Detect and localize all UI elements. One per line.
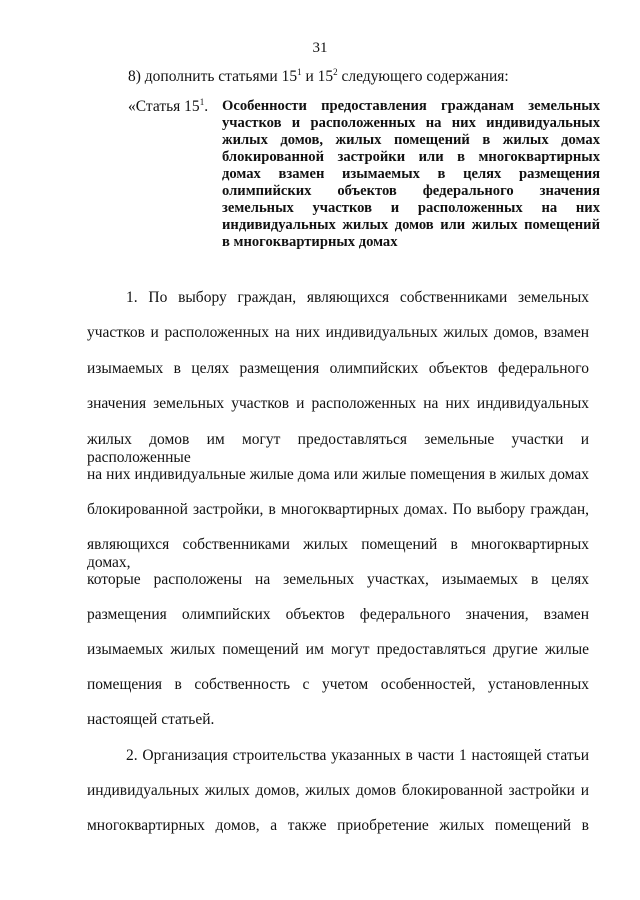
text-line: индивидуальных жилых домов, жилых домов блокированной застройки и (87, 782, 589, 799)
text-line: размещения олимпийских объектов федерального значения, взамен (87, 606, 589, 623)
article-title-line: жилых домов, жилых помещений в жилых домах (222, 132, 600, 148)
article-title-line: олимпийских объектов федерального значения (222, 183, 600, 199)
text-line: изымаемых жилых помещений им могут предоставляться другие жилые (87, 641, 589, 658)
article-label: «Статья $15^1$. (128, 97, 209, 115)
text-line: настоящей статьей. (87, 711, 215, 728)
text-line: блокированной застройки, в многоквартирных домах. По выбору граждан, (87, 501, 589, 518)
text-line: многоквартирных домов, а также приобретение жилых помещений в (87, 817, 589, 834)
text-line: помещения в собственность с учетом особенностей, установленных (87, 676, 589, 693)
article-title-line: домах взамен изымаемых в целях размещения (222, 166, 600, 182)
text-line: изымаемых в целях размещения олимпийских объектов федерального (87, 360, 589, 377)
amendment-intro: 8) дополнить статьями $15^1$ и $15^2$ следующего содержания: (128, 67, 509, 85)
text-line: участков и расположенных на них индивидуальных жилых домов, взамен (87, 324, 589, 341)
article-title-line: блокированной застройки или в многоквартирных (222, 149, 600, 165)
text-line: 2. Организация строительства указанных в части 1 настоящей статьи (126, 747, 589, 764)
text-line: значения земельных участков и расположенных на них индивидуальных (87, 395, 589, 412)
article-title-line: индивидуальных жилых домов или жилых помещений (222, 217, 600, 233)
text-line: на них индивидуальные жилые дома или жилые помещения в жилых домах (87, 466, 589, 483)
text-line: 1. По выбору граждан, являющихся собственниками земельных (126, 289, 589, 306)
text-line: жилых домов им могут предоставляться земельные участки и расположенные (87, 431, 589, 466)
article-title-line: земельных участков и расположенных на них (222, 200, 600, 216)
text-line: являющихся собственниками жилых помещений в многоквартирных домах, (87, 536, 589, 571)
article-title-line: участков и расположенных на них индивидуальных (222, 115, 600, 131)
page-number: 31 (312, 40, 328, 56)
article-title-line: Особенности предоставления гражданам земельных (222, 98, 600, 114)
article-title-line: в многоквартирных домах (222, 234, 398, 250)
text-line: которые расположены на земельных участках, изымаемых в целях (87, 571, 589, 588)
